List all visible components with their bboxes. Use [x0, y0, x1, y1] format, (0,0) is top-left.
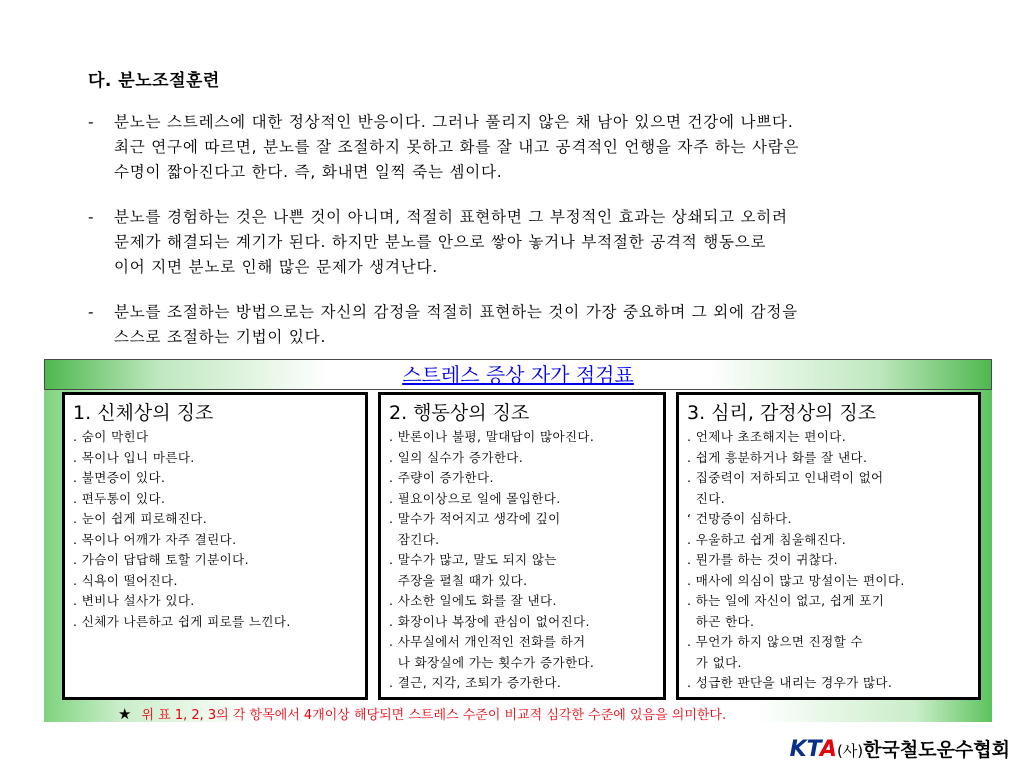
- logo-kt: KT: [789, 737, 820, 762]
- box-heading: 3. 심리, 감정상의 징조: [687, 402, 877, 424]
- paragraph-text: 분노는 스트레스에 대한 정상적인 반응이다. 그러나 풀리지 않은 채 남아 있으면 건강에 나쁘다. 최근 연구에 따르면, 분노를 잘 조절하지 못하고 화를 잘 내고 공격적인 언행을 자주 하는 사람은 수명이 짧아진다고 한다. 즉, 화내면 일찍 죽는 셈이다.: [114, 113, 800, 181]
- list-item: . 화장이나 복장에 관심이 없어진다.: [389, 613, 590, 629]
- list-item: . 말수가 많고, 말도 되지 않는: [389, 552, 557, 567]
- logo-sa: (사): [836, 742, 864, 760]
- list-item: . 주량이 증가한다.: [389, 470, 494, 485]
- organization-logo: [790, 735, 1010, 762]
- checklist-title-link[interactable]: 스트레스 증상 자가 점검표: [402, 363, 634, 387]
- list-item: . 신체가 나른하고 쉽게 피로를 느낀다.: [73, 613, 291, 629]
- logo-a: A: [819, 737, 837, 762]
- list-item: . 일의 실수가 증가한다.: [389, 449, 524, 465]
- star-icon: ★: [118, 705, 132, 723]
- list-item: . 언제나 초조해지는 편이다.: [687, 429, 847, 444]
- list-item: . 편두통이 있다.: [73, 490, 166, 506]
- list-item: . 집중력이 저하되고 인내력이 없어: [687, 470, 884, 485]
- paragraph-3: [88, 300, 988, 350]
- list-item: . 눈이 쉽게 피로해진다.: [73, 511, 208, 526]
- list-item: 가 없다.: [687, 654, 742, 670]
- list-item: ‘ 건망증이 심하다.: [687, 511, 792, 526]
- list-item: . 불면증이 있다.: [73, 470, 166, 485]
- list-item: 잠긴다.: [389, 531, 440, 547]
- list-item: . 말수가 적어지고 생각에 깊이: [389, 511, 561, 526]
- physical-signs-box: [62, 392, 368, 700]
- footnote-text: 위 표 1, 2, 3의 각 항목에서 4개이상 해당되면 스트레스 수준이 비교적 심각한 수준에 있음을 의미한다.: [141, 708, 727, 723]
- list-item: . 결근, 지각, 조퇴가 증가한다.: [389, 675, 562, 690]
- list-item: . 쉽게 흥분하거나 화를 잘 낸다.: [687, 449, 868, 465]
- paragraph-1: [88, 110, 988, 185]
- list-item: 나 화장실에 가는 횟수가 증가한다.: [389, 654, 595, 670]
- list-item: 진다.: [687, 490, 726, 506]
- paragraph-2: [88, 205, 988, 280]
- footnote: [118, 705, 726, 725]
- list-item: . 성급한 판단을 내리는 경우가 많다.: [687, 675, 893, 690]
- list-item: . 사무실에서 개인적인 전화를 하거: [389, 634, 586, 649]
- checklist-title-bar: [44, 359, 992, 390]
- list-item: . 식욕이 떨어진다.: [73, 572, 178, 588]
- list-item: . 숨이 막힌다: [73, 429, 149, 444]
- box-heading: 1. 신체상의 징조: [73, 402, 214, 424]
- list-item: . 반론이나 불평, 말대답이 많아진다.: [389, 429, 595, 444]
- list-item: . 필요이상으로 일에 몰입한다.: [389, 490, 561, 506]
- list-item: . 무언가 하지 않으면 진정할 수: [687, 634, 863, 649]
- paragraph-text: 분노를 경험하는 것은 나쁜 것이 아니며, 적절히 표현하면 그 부정적인 효과는 상쇄되고 오히려 문제가 해결되는 계기가 된다. 하지만 분노를 안으로 쌓아 놓거나 부적절한 공격적 행동으로 이어 지면 분노로 인해 많은 문제가 생겨난다.: [114, 208, 788, 276]
- signs-list: [687, 427, 978, 694]
- list-item: . 목이나 어깨가 자주 결린다.: [73, 531, 237, 547]
- list-item: 하곤 한다.: [687, 613, 755, 629]
- list-item: . 우울하고 쉽게 침울해진다.: [687, 531, 847, 547]
- signs-list: [73, 427, 365, 632]
- list-item: . 매사에 의심이 많고 망설이는 편이다.: [687, 572, 905, 588]
- paragraph-text: 분노를 조절하는 방법으로는 자신의 감정을 적절히 표현하는 것이 가장 중요하며 그 외에 감정을 스스로 조절하는 기법이 있다.: [114, 303, 798, 346]
- bullet-dash: -: [88, 113, 94, 131]
- list-item: . 하는 일에 자신이 없고, 쉽게 포기: [687, 593, 885, 608]
- signs-list: [389, 427, 663, 694]
- list-item: . 목이나 입니 마른다.: [73, 449, 195, 465]
- organization-name: 한국철도운수협회: [863, 739, 1010, 761]
- bullet-dash: -: [88, 303, 94, 321]
- list-item: . 뭔가를 하는 것이 귀찮다.: [687, 552, 838, 567]
- behavioral-signs-box: [378, 392, 666, 700]
- list-item: . 가슴이 답답해 토할 기분이다.: [73, 552, 249, 567]
- box-heading: 2. 행동상의 징조: [389, 402, 530, 424]
- bullet-dash: -: [88, 208, 94, 226]
- emotional-signs-box: [676, 392, 981, 700]
- list-item: . 변비나 설사가 있다.: [73, 593, 195, 608]
- list-item: . 사소한 일에도 화를 잘 낸다.: [389, 593, 557, 608]
- section-heading: 다. 분노조절훈련: [88, 71, 220, 91]
- list-item: 주장을 펼칠 때가 있다.: [389, 572, 528, 588]
